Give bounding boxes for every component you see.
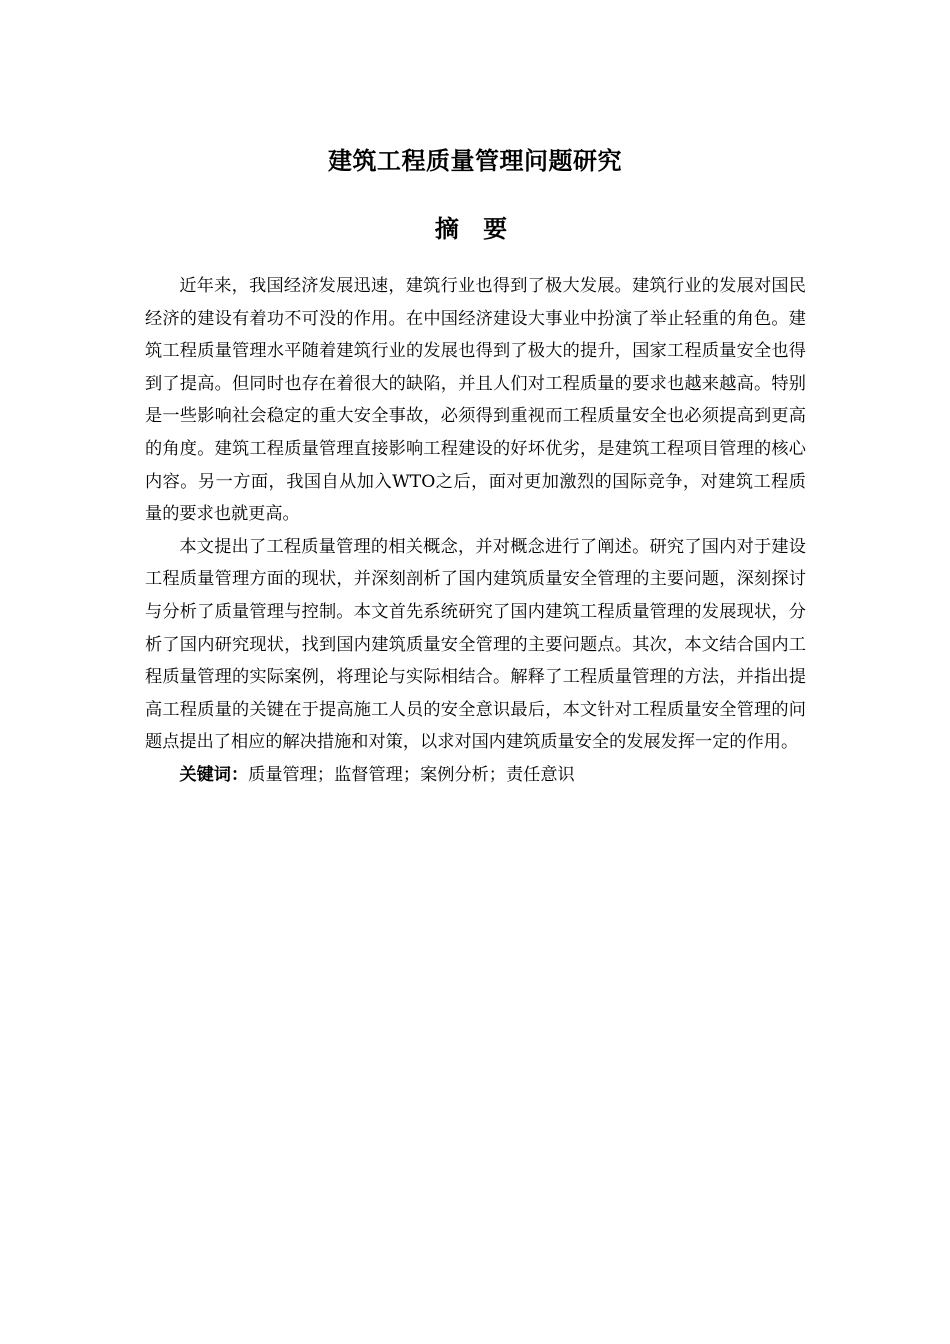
- abstract-heading: 摘 要: [434, 215, 516, 243]
- keywords-list: 质量管理；监督管理；案例分析；责任意识: [248, 764, 575, 785]
- abstract-body: [145, 270, 806, 792]
- abstract-paragraph-1: 近年来，我国经济发展迅速，建筑行业也得到了极大发展。建筑行业的发展对国民经济的建设有着功不可没的作用。在中国经济建设大事业中扮演了举止轻重的角色。建筑工程质量管理水平随着建筑行业的发展也得到了极大的提升，国家工程质量安全也得到了提高。但同时也存在着很大的缺陷，并且人们对工程质量的要求也越来越高。特别是一些影响社会稳定的重大安全事故，必须得到重视而工程质量安全也必须提高到更高的角度。建筑工程质量管理直接影响工程建设的好坏优劣，是建筑工程项目管理的核心内容。另一方面，我国自从加入WTO之后，面对更加激烈的国际竞争，对建筑工程质量的要求也就更高。: [145, 276, 806, 525]
- abstract-paragraph-2: 本文提出了工程质量管理的相关概念，并对概念进行了阐述。研究了国内对于建设工程质量管理方面的现状，并深刻剖析了国内建筑质量安全管理的主要问题，深刻探讨与分析了质量管理与控制。本文首先系统研究了国内建筑工程质量管理的发展现状，分析了国内研究现状，找到国内建筑质量安全管理的主要问题点。其次，本文结合国内工程质量管理的实际案例，将理论与实际相结合。解释了工程质量管理的方法，并指出提高工程质量的关键在于提高施工人员的安全意识最后，本文针对工程质量安全管理的问题点提出了相应的解决措施和对策，以求对国内建筑质量安全的发展发挥一定的作用。: [145, 536, 806, 753]
- keywords-label: 关键词：: [179, 764, 249, 785]
- paper-title: 建筑工程质量管理问题研究: [328, 147, 622, 175]
- keywords-line: [145, 759, 806, 792]
